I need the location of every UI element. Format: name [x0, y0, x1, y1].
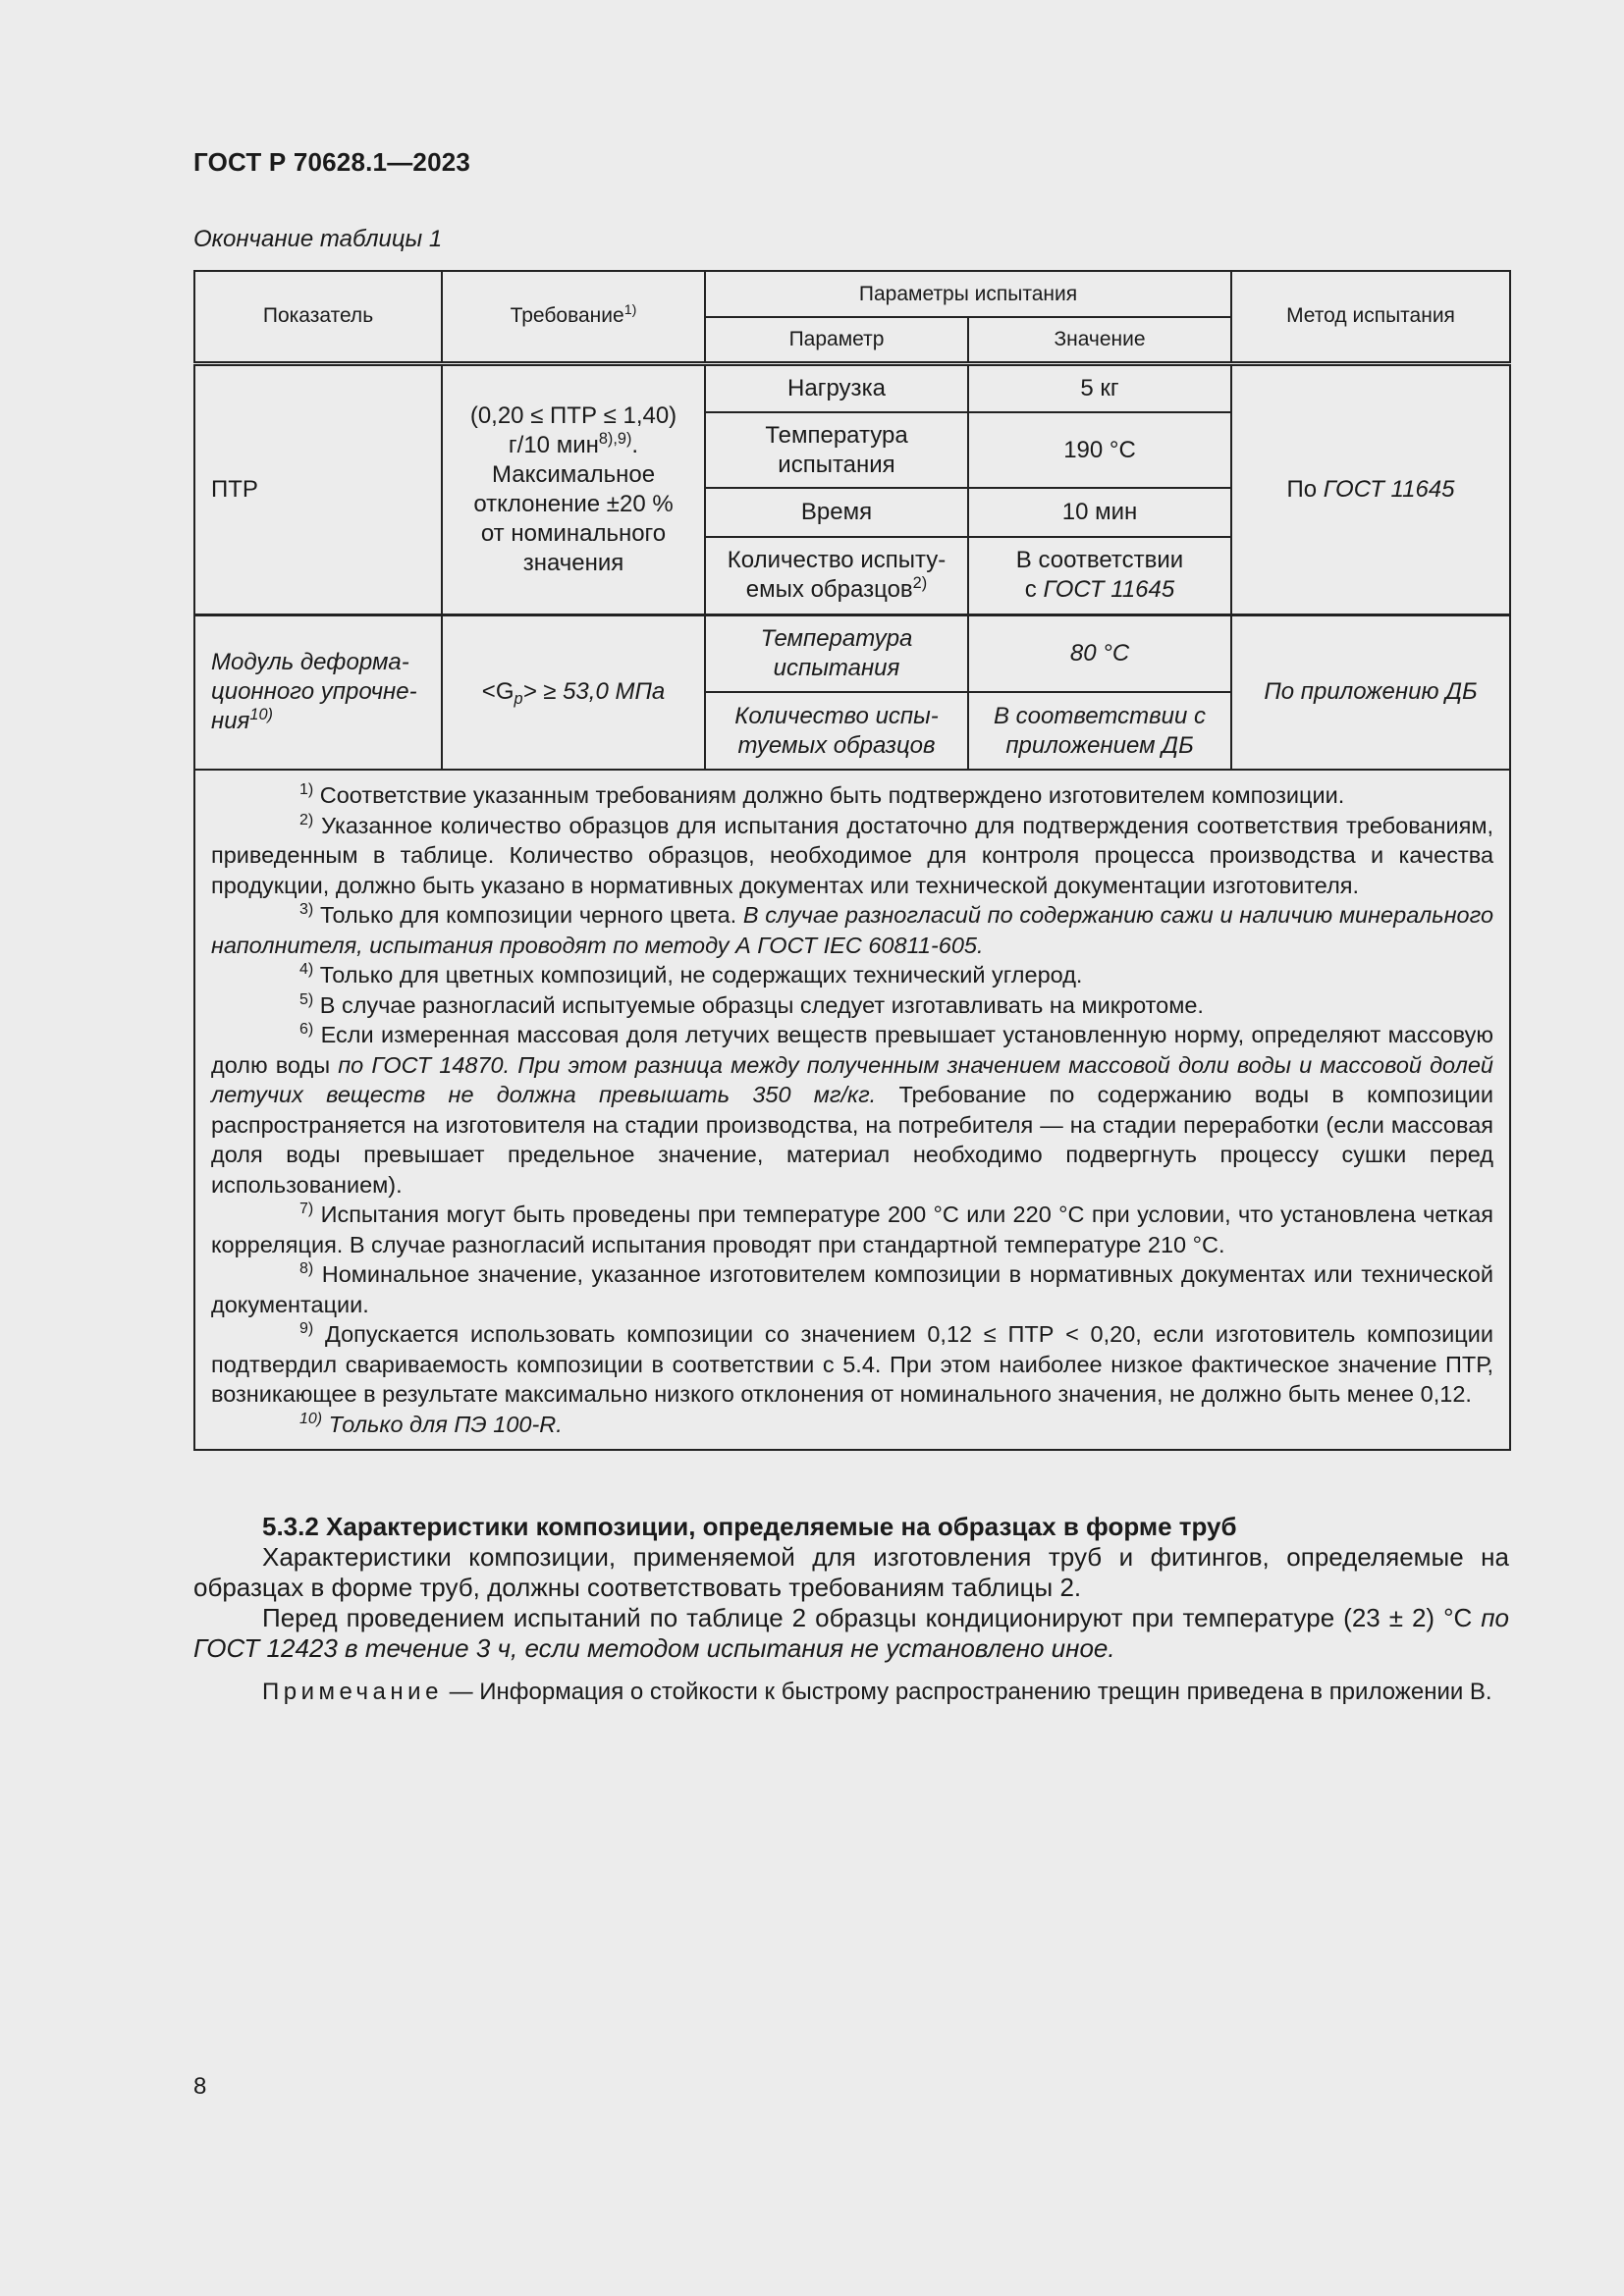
modulus-indicator-footnote-ref: 10)	[249, 706, 273, 724]
footnote-3-text-b: В случае разногласий по содержанию сажи и наличию минерального наполнителя, испытания проводят по методу А ГОСТ IEC 60811-605.	[211, 902, 1494, 958]
ptr-req-unit-text: г/10 мин	[508, 431, 599, 458]
table-caption: Окончание таблицы 1	[193, 226, 443, 252]
ptr-param-load: Нагрузка	[705, 363, 968, 412]
ptr-value-samples-ref: ГОСТ 11645	[1043, 576, 1175, 604]
footnote-7-mark: 7)	[299, 1201, 314, 1218]
col-header-method: Метод испытания	[1231, 271, 1510, 363]
footnote-6-text-c: Требование по содержанию воды в композиции распространяется на изготовителя на стадии производства, на потребителя — на стадии переработки (если массовая доля воды превышает предельное значение, материал необходимо подвергнуть процессу сушки перед использованием).	[211, 1082, 1494, 1198]
section-5-3-2	[193, 1512, 1509, 1707]
page-number: 8	[193, 2073, 207, 2100]
section-paragraph-1: Характеристики композиции, применяемой для изготовления труб и фитингов, определяемые на образцах в форме труб, должны соответствовать требованиям таблицы 2.	[193, 1542, 1509, 1602]
footnote-8-text: Номинальное значение, указанное изготовителем композиции в нормативных документах или технической документации.	[211, 1261, 1494, 1317]
footnote-5-text: В случае разногласий испытуемые образцы следует изготавливать на микротоме.	[319, 991, 1204, 1018]
ptr-param-samples-footnote-ref: 2)	[912, 574, 928, 593]
footnote-9-text: Допускается использовать композиции со значением 0,12 ≤ ПТР < 0,20, если изготовитель композиции подтвердил свариваемость композиции в соответствии с 5.4. При этом наиболее низкое фактическое значение ПТР, возникающее в результате максимально низкого отклонения от номинального значения, не должно быть менее 0,12.	[211, 1321, 1494, 1407]
ptr-param-samples	[705, 537, 968, 614]
section-paragraph-2-b: по ГОСТ 12423 в течение 3 ч, если методом испытания не установлено иное.	[193, 1603, 1509, 1663]
ptr-param-samples-text: Количество испыту-емых образцов	[727, 547, 947, 604]
footnote-1	[211, 780, 1493, 811]
footnote-10-text: Только для ПЭ 100-R.	[328, 1411, 563, 1437]
ptr-value-samples-line2	[979, 575, 1220, 605]
footnote-2-text: Указанное количество образцов для испытания достаточно для подтверждения соответствия требованиям, приведенным в таблице. Количество образцов, необходимое для контроля процесса производства и качества продукции, должно быть указано в нормативных документах или технической документации изготовителя.	[211, 812, 1494, 898]
footnote-4-text: Только для цветных композиций, не содержащих технический углерод.	[319, 962, 1083, 988]
ptr-method-prefix: По	[1286, 475, 1324, 503]
footnote-9	[211, 1319, 1493, 1410]
row-ptr-method	[1231, 363, 1510, 614]
ptr-method-ref: ГОСТ 11645	[1323, 475, 1455, 503]
footnote-4-mark: 4)	[299, 961, 314, 979]
modulus-req-b: > ≥ 53,0 МПа	[522, 678, 666, 706]
ptr-param-temperature: Температура испытания	[705, 412, 968, 488]
section-paragraph-2	[193, 1603, 1509, 1664]
ptr-value-samples	[968, 537, 1231, 614]
footnote-6-mark: 6)	[299, 1021, 314, 1039]
footnote-8-mark: 8)	[299, 1260, 314, 1278]
col-header-parameter: Параметр	[705, 317, 968, 363]
ptr-req-unit	[453, 431, 694, 460]
modulus-param-samples: Количество испы-туемых образцов	[705, 692, 968, 770]
footnote-4	[211, 960, 1493, 990]
col-header-test-params: Параметры испытания	[705, 271, 1231, 317]
footnote-7	[211, 1200, 1493, 1259]
footnote-3-mark: 3)	[299, 901, 314, 919]
footnote-6	[211, 1020, 1493, 1200]
modulus-req-a: <G	[481, 678, 514, 706]
footnote-8	[211, 1259, 1493, 1319]
footnote-7-text: Испытания могут быть проведены при температуре 200 °С или 220 °С при условии, что установлена четкая корреляция. В случае разногласий испытания проводят при стандартной температуре 210 °С.	[211, 1201, 1494, 1257]
section-paragraph-2-a: Перед проведением испытаний по таблице 2 образцы кондиционируют при температуре (23 ± 2) °С	[262, 1603, 1482, 1632]
document-header: ГОСТ Р 70628.1—2023	[193, 147, 471, 177]
footnote-6-text-b: по ГОСТ 14870. При этом разница между полученным значением массовой доли воды и массовой долей летучих веществ не должна превышать 350 мг/кг.	[211, 1051, 1494, 1107]
col-header-indicator: Показатель	[194, 271, 442, 363]
footnote-5-mark: 5)	[299, 990, 314, 1008]
modulus-param-temperature: Температура испытания	[705, 614, 968, 692]
table-1	[193, 270, 1509, 1451]
modulus-value-temperature: 80 °С	[968, 614, 1231, 692]
row-modulus-indicator	[194, 614, 442, 770]
footnote-1-mark: 1)	[299, 781, 314, 799]
ptr-req-range: (0,20 ≤ ПТР ≤ 1,40)	[469, 401, 677, 429]
table-footnotes	[194, 770, 1510, 1450]
row-modulus-method: По приложению ДБ	[1231, 614, 1510, 770]
ptr-req-deviation: Максимальное отклонение ±20 % от номинального значения	[473, 460, 674, 576]
note-label: Примечание	[262, 1679, 443, 1705]
footnote-5	[211, 990, 1493, 1021]
footnote-2	[211, 811, 1493, 901]
modulus-value-samples: В соответствии с приложением ДБ	[968, 692, 1231, 770]
modulus-req-sub: р	[514, 690, 523, 709]
row-ptr-indicator: ПТР	[194, 363, 442, 614]
footnote-3-text-a: Только для композиции черного цвета.	[319, 902, 743, 928]
ptr-value-load: 5 кг	[968, 363, 1231, 412]
ptr-req-footnote-ref: 8),9)	[598, 429, 632, 448]
row-modulus-requirement	[442, 614, 705, 770]
requirement-label: Требование	[510, 304, 624, 328]
footnote-2-mark: 2)	[299, 811, 314, 828]
ptr-value-samples-prefix: с	[1024, 576, 1044, 604]
footnote-9-mark: 9)	[299, 1320, 314, 1338]
ptr-value-temperature: 190 °С	[968, 412, 1231, 488]
row-ptr-requirement	[442, 363, 705, 614]
footnote-3	[211, 900, 1493, 960]
col-header-value: Значение	[968, 317, 1231, 363]
section-heading: 5.3.2 Характеристики композиции, определяемые на образцах в форме труб	[262, 1512, 1237, 1541]
section-note	[193, 1678, 1509, 1707]
requirement-footnote-ref: 1)	[623, 302, 637, 319]
ptr-param-time: Время	[705, 488, 968, 537]
ptr-req-unit-end: .	[631, 431, 639, 458]
note-text: — Информация о стойкости к быстрому распространению трещин приведена в приложении В.	[442, 1679, 1492, 1705]
footnote-1-text: Соответствие указанным требованиям должно быть подтверждено изготовителем композиции.	[319, 782, 1345, 808]
footnote-10	[211, 1410, 1493, 1440]
footnote-10-mark: 10)	[299, 1410, 323, 1427]
col-header-requirement	[442, 271, 705, 363]
ptr-value-time: 10 мин	[968, 488, 1231, 537]
modulus-indicator-text: Модуль деформа-ционного упрочне-ния	[211, 649, 417, 735]
ptr-value-samples-line1: В соответствии	[1015, 547, 1184, 574]
footnote-6-text-a: Если измеренная массовая доля летучих веществ превышает установленную норму, определяют массовую долю воды	[211, 1022, 1494, 1078]
